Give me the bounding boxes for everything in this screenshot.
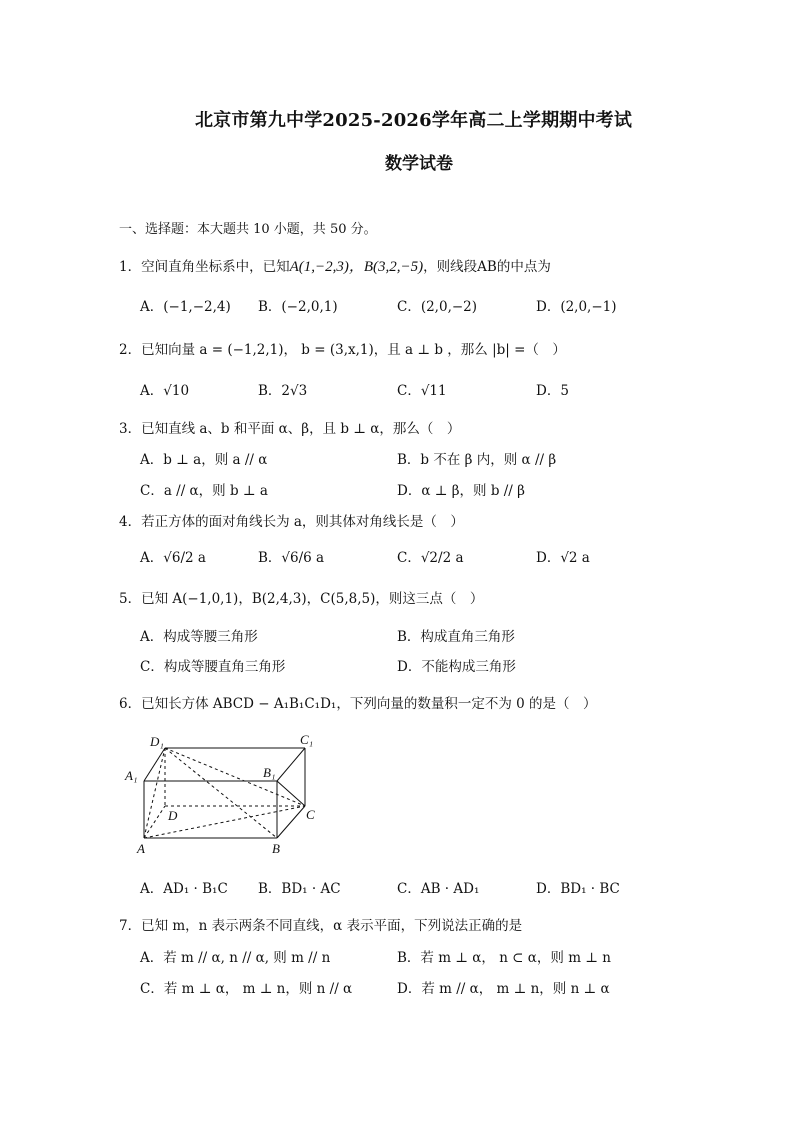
question-6: 6．已知长方体 ABCD − A₁B₁C₁D₁，下列向量的数量积一定不为 0 的是（ ） (119, 696, 597, 712)
q3-option-d[interactable]: D．α ⊥ β，则 b // β (397, 483, 525, 499)
label-b1: B₁ (263, 765, 276, 780)
label-c: C (306, 807, 315, 822)
section-heading: 一、选择题：本大题共 10 小题，共 50 分。 (119, 222, 377, 237)
q3-option-a[interactable]: A．b ⊥ a，则 a // α (140, 452, 268, 468)
q5-option-a[interactable]: A．构成等腰三角形 (140, 629, 258, 645)
q1-option-b[interactable]: B．(−2,0,1) (258, 299, 338, 315)
q1-option-d[interactable]: D．(2,0,−1) (536, 299, 617, 315)
q5-option-d[interactable]: D．不能构成三角形 (397, 659, 516, 675)
q3-option-b[interactable]: B．b 不在 β 内，则 α // β (397, 452, 557, 468)
q2-option-d[interactable]: D．5 (536, 383, 569, 399)
label-b: B (272, 841, 280, 856)
q4-option-b[interactable]: B．√6/6 a (258, 550, 325, 566)
question-1: 1．空间直角坐标系中，已知A(1,−2,3)，B(3,2,−5)，则线段AB的中点为 (119, 259, 551, 275)
question-2: 2．已知向量 a = (−1,2,1)， b = (3,x,1)，且 a ⊥ b ，那么 |b| =（ ） (119, 342, 566, 358)
q6-option-b[interactable]: B．BD₁ · AC (258, 881, 341, 897)
cuboid-figure (120, 728, 330, 858)
q4-option-d[interactable]: D．√2 a (536, 550, 590, 566)
question-4: 4．若正方体的面对角线长为 a，则其体对角线长是（ ） (119, 514, 464, 530)
label-a1: A₁ (125, 768, 138, 783)
q2-option-a[interactable]: A．√10 (140, 383, 190, 399)
q7-option-d[interactable]: D．若 m // α， m ⊥ n，则 n ⊥ α (397, 981, 610, 997)
label-a: A (137, 841, 145, 856)
q6-option-a[interactable]: A．AD₁ · B₁C (140, 881, 228, 897)
question-5: 5．已知 A(−1,0,1)，B(2,4,3)，C(5,8,5)，则这三点（ ） (119, 591, 484, 607)
q3-option-c[interactable]: C．a // α，则 b ⊥ a (140, 483, 268, 499)
q5-option-c[interactable]: C．构成等腰直角三角形 (140, 659, 286, 675)
q2-option-c[interactable]: C．√11 (397, 383, 447, 399)
label-c1: C₁ (300, 732, 314, 747)
q4-option-a[interactable]: A．√6/2 a (140, 550, 206, 566)
label-d1: D₁ (150, 734, 164, 749)
page-subtitle: 数学试卷 (385, 154, 453, 174)
q2-option-b[interactable]: B．2√3 (258, 383, 308, 399)
q4-option-c[interactable]: C．√2/2 a (397, 550, 464, 566)
q1-option-a[interactable]: A．(−1,−2,4) (140, 299, 231, 315)
q5-option-b[interactable]: B．构成直角三角形 (397, 629, 515, 645)
q1-option-c[interactable]: C．(2,0,−2) (397, 299, 478, 315)
question-7: 7．已知 m，n 表示两条不同直线，α 表示平面，下列说法正确的是 (119, 918, 523, 934)
label-d: D (168, 808, 178, 823)
question-3: 3．已知直线 a、b 和平面 α、β，且 b ⊥ α，那么（ ） (119, 421, 461, 437)
q6-option-d[interactable]: D．BD₁ · BC (536, 881, 620, 897)
q7-option-b[interactable]: B．若 m ⊥ α， n ⊂ α，则 m ⊥ n (397, 950, 611, 966)
q7-option-a[interactable]: A．若 m // α, n // α, 则 m // n (140, 950, 331, 966)
q7-option-c[interactable]: C．若 m ⊥ α， m ⊥ n，则 n // α (140, 981, 353, 997)
q6-option-c[interactable]: C．AB · AD₁ (397, 881, 480, 897)
page-title: 北京市第九中学2025-2026学年高二上学期期中考试 (195, 110, 633, 131)
